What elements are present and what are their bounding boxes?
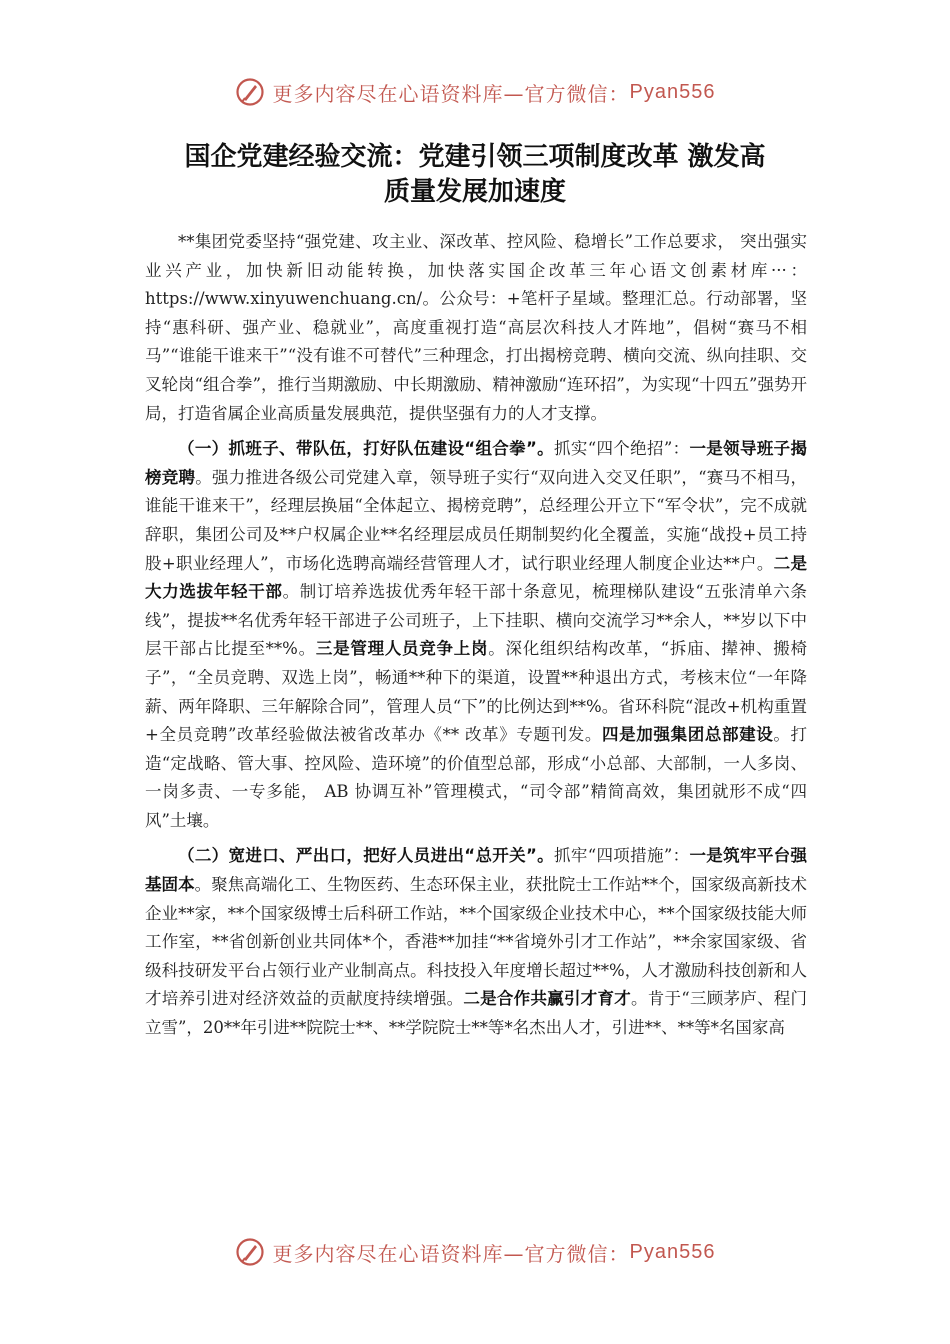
section-1-point-3-text: 。深化组织结构改革，“拆庙、撵神、搬椅子”，“全员竞聘、双选上岗”，畅通**种下的渠道，设置**种退出方式，考核末位“一年降薪、两年降职、三年解除合同”，管理人员“下”的比例达到**%。省环科院“混改+机构重置+全员竞聘”改革经验做法被省改革办《** 改革》专题刊发。: [145, 639, 808, 745]
section-2-point-1-text: 。聚焦高端化工、生物医药、生态环保主业，获批院士工作站**个，国家级高新技术企业**家，**个国家级博士后科研工作站，**个国家级企业技术中心，**个国家级技能大师工作室，**省创新创业共同体*个，香港**加挂“**省境外引才工作站”，**余家国家级、省级科技研发平台占领行业产业制高点。科技投入年度增长超过**%，人才激励科技创新和人才培养引进对经济效益的贡献度持续增强。: [145, 875, 808, 1009]
section-1-point-1-text: 。强力推进各级公司党建入章，领导班子实行“双向进入交叉任职”，“赛马不相马，谁能干谁来干”，经理层换届“全体起立、揭榜竞聘”，总经理公开立下“军令状”，完不成就辞职，集团公司及**户权属企业**名经理层成员任期制契约化全覆盖，实施“战投+员工持股+职业经理人”，市场化选聘高端经营管理人才，试行职业经理人制度企业达**户。: [145, 467, 808, 573]
section-2-paragraph: [145, 842, 807, 1042]
section-1-intro: 抓实“四个绝招”：: [554, 439, 690, 459]
section-1-point-2-text: 。制订培养选拔优秀年轻干部十条意见，梳理梯队建设“五张清单六条线”，提拔**名优秀年轻干部进子公司班子，上下挂职、横向交流学习**余人，**岁以下中层干部占比提至**%。: [145, 582, 807, 659]
document-body: [145, 228, 807, 1050]
section-2-heading: （二）宽进口、严出口，把好人员进出“总开关”。: [178, 846, 555, 866]
section-2-intro: 抓牢“四项措施”：: [554, 846, 690, 866]
quill-logo-icon: [235, 77, 265, 107]
footer-watermark-banner: [0, 1232, 950, 1272]
banner-text: 更多内容尽在心语资料库—官方微信：: [272, 1241, 630, 1266]
quill-logo-icon: [235, 1237, 265, 1267]
title-line-2: 质量发展加速度: [383, 177, 566, 207]
header-watermark-banner: [0, 72, 950, 112]
section-1-point-4-head: 四是加强集团总部建设: [602, 725, 774, 745]
title-line-1: 国企党建经验交流：党建引领三项制度改革 激发高: [184, 142, 766, 172]
section-2-point-2-head: 二是合作共赢引才育才: [463, 989, 631, 1009]
section-2-point-2-text: 。肯于“三顾茅庐、程门立雪”，20**年引进**院院士**、**学院院士**等*名杰出人才，引进**、**等*名国家高: [145, 989, 808, 1038]
section-1-heading: （一）抓班子、带队伍，打好队伍建设“组合拳”。: [178, 439, 555, 459]
banner-wechat-id: Pyan556: [629, 1240, 716, 1263]
section-1-point-1-head: 一是领导班子揭榜竞聘: [145, 439, 807, 487]
section-1-point-2-head: 二是大力选拔年轻干部: [145, 553, 807, 602]
banner-wechat-id: Pyan556: [629, 80, 716, 103]
section-1-paragraph: [145, 435, 807, 835]
intro-paragraph: **集团党委坚持“强党建、攻主业、深改革、控风险、稳增长”工作总要求， 突出强实业兴产业，加快新旧动能转换，加快落实国企改革三年心语文创素材库···：https://www.xinyuwenchuang.cn/。公众号：+笔杆子星域。整理汇总。行动部署，坚持“惠科研、强产业、稳就业”，高度重视打造“高层次科技人才阵地”，倡树“赛马不相马”“谁能干谁来干”“没有谁不可替代”三种理念，打出揭榜竞聘、横向交流、纵向挂职、交叉轮岗“组合拳”，推行当期激励、中长期激励、精神激励“连环招”，为实现“十四五”强势开局，打造省属企业高质量发展典范，提供坚强有力的人才支撑。: [145, 232, 807, 423]
section-1-point-4-text: 。打造“定战略、管大事、控风险、造环境”的价值型总部，形成“小总部、大部制，一人多岗、一岗多责、一专多能， AB 协调互补”管理模式，“司令部”精简高效，集团就形不成“四风”土壤。: [145, 725, 807, 830]
section-2-point-1-head: 一是筑牢平台强基固本: [145, 846, 807, 895]
section-1-point-3-head: 三是管理人员竞争上岗: [315, 639, 489, 659]
document-title: [130, 140, 820, 210]
banner-text: 更多内容尽在心语资料库—官方微信：: [272, 81, 630, 106]
